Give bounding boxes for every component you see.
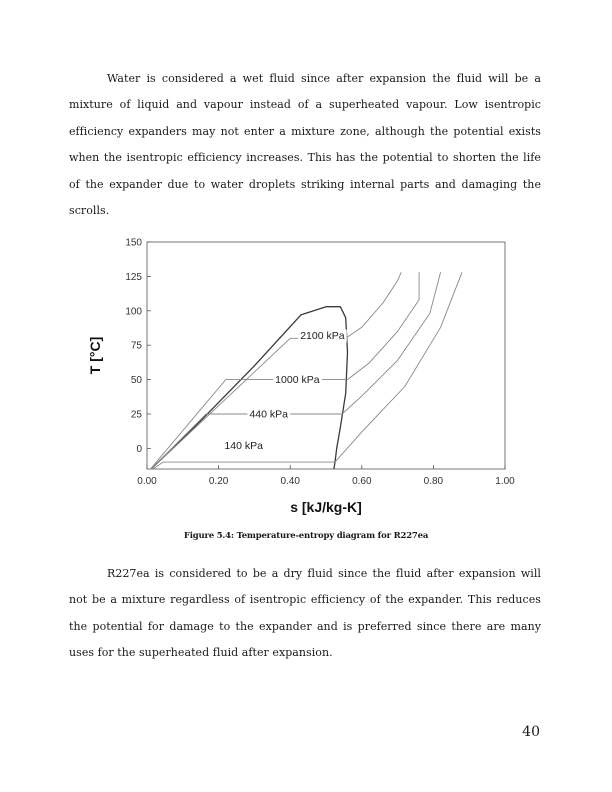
x-tick-label: 0.80 — [423, 476, 444, 487]
x-tick-label: 1.00 — [495, 476, 515, 487]
x-tick-label: 0.40 — [280, 476, 300, 487]
y-tick-label: 150 — [125, 237, 142, 249]
y-tick-label: 125 — [125, 271, 142, 283]
series-line-140-kpa — [147, 272, 462, 473]
isobar-label: 140 kPa — [224, 440, 263, 453]
y-tick-label: 0 — [136, 443, 142, 455]
series-line-1000-kpa — [147, 272, 419, 473]
series-line-2100-kpa — [147, 272, 401, 473]
series-line-440-kpa — [147, 272, 441, 473]
y-tick-label: 100 — [125, 306, 142, 318]
isobar-label: 2100 kPa — [300, 330, 345, 343]
ts-diagram — [86, 228, 526, 522]
y-tick-label: 75 — [130, 340, 142, 352]
x-tick-label: 0.00 — [137, 476, 157, 487]
plot-frame — [147, 242, 505, 469]
x-tick-label: 0.20 — [208, 476, 229, 487]
x-axis-title: s [kJ/kg-K] — [290, 499, 362, 515]
y-axis-title: T [°C] — [87, 336, 103, 375]
isobar-label: 1000 kPa — [275, 374, 320, 387]
body-paragraph-1: Water is considered a wet fluid since after expansion the fluid will be a mixture of liquid and vapour instead of a superheated vapour. Low isentropic efficiency expanders may not enter a mixture zone, although the potential exists when the isentropic efficiency increases. This has the potential to shorten the life of the expander due to water droplets striking internal parts and damaging the scrolls. — [69, 72, 541, 218]
body-paragraph-2: R227ea is considered to be a dry fluid since the fluid after expansion will not be a mixture regardless of isentropic efficiency of the expander. This reduces the potential for damage to the expander and is preferred since there are many uses for the superheated fluid after expansion. — [69, 567, 541, 660]
isobar-label: 440 kPa — [249, 408, 288, 421]
page-number: 40 — [522, 724, 540, 740]
y-tick-label: 50 — [130, 375, 142, 387]
x-tick-label: 0.60 — [352, 476, 372, 487]
y-tick-label: 25 — [130, 409, 142, 421]
figure-caption: Figure 5.4: Temperature-entropy diagram for R227ea — [183, 531, 429, 541]
